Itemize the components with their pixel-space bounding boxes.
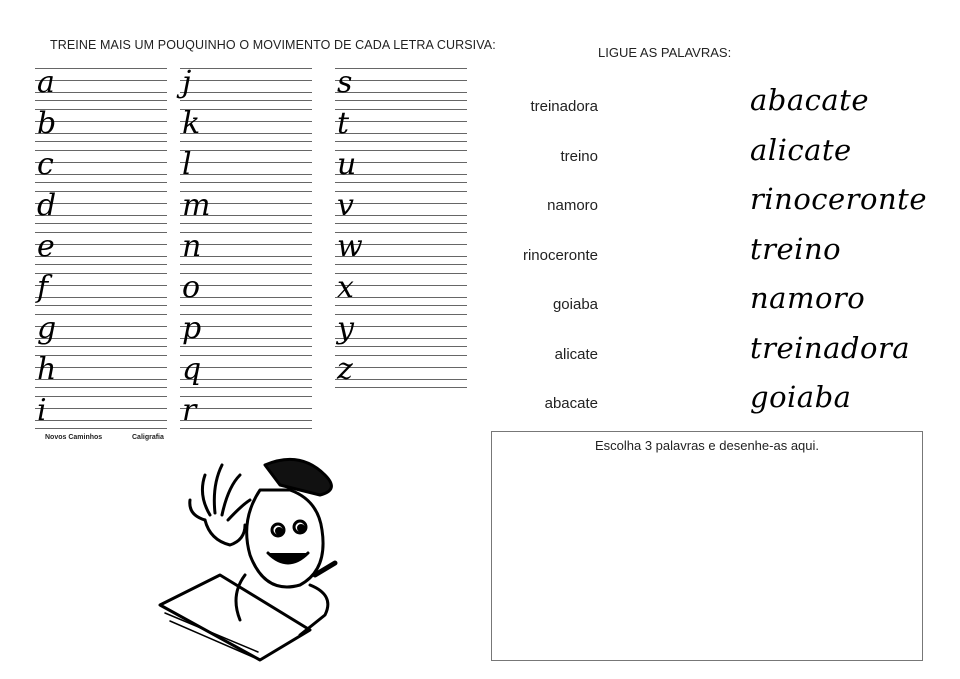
letter-row bbox=[335, 60, 467, 101]
letter-column bbox=[180, 60, 312, 428]
guide-line bbox=[180, 68, 312, 69]
match-word-print: treinadora bbox=[530, 98, 598, 115]
guide-line bbox=[335, 121, 467, 122]
guide-line bbox=[335, 297, 467, 298]
guide-line bbox=[335, 367, 467, 368]
guide-line bbox=[335, 379, 467, 380]
letter-row bbox=[180, 306, 312, 347]
letter-row bbox=[180, 347, 312, 388]
guide-line bbox=[335, 80, 467, 81]
guide-line bbox=[35, 244, 167, 245]
guide-line bbox=[335, 133, 467, 134]
letter-row bbox=[180, 265, 312, 306]
letter-row bbox=[180, 101, 312, 142]
letter-row bbox=[180, 60, 312, 101]
guide-line bbox=[335, 326, 467, 327]
cursive-letter: t bbox=[337, 106, 350, 141]
letter-row bbox=[335, 183, 467, 224]
guide-line bbox=[335, 191, 467, 192]
match-word-cursive: alicate bbox=[750, 132, 852, 167]
guide-line bbox=[35, 150, 167, 151]
cursive-letter: s bbox=[337, 65, 353, 100]
cursive-letter: x bbox=[337, 270, 354, 305]
guide-line bbox=[35, 408, 167, 409]
guide-line bbox=[335, 273, 467, 274]
match-word-cursive: rinoceronte bbox=[750, 182, 927, 216]
guide-line bbox=[35, 273, 167, 274]
drawing-instruction: Escolha 3 palavras e desenhe-as aqui. bbox=[594, 438, 820, 453]
match-word-print: abacate bbox=[544, 395, 598, 412]
match-word-print: treino bbox=[560, 147, 598, 165]
guide-line bbox=[335, 109, 467, 110]
cursive-letter: w bbox=[337, 229, 363, 264]
guide-line bbox=[335, 68, 467, 69]
guide-line bbox=[35, 420, 167, 421]
drawing-area[interactable] bbox=[491, 431, 923, 661]
guide-line bbox=[35, 174, 167, 175]
guide-line bbox=[180, 420, 312, 421]
cursive-letter: k bbox=[182, 106, 201, 141]
guide-line bbox=[35, 232, 167, 233]
letter-column bbox=[35, 60, 167, 428]
guide-line bbox=[35, 162, 167, 163]
guide-line bbox=[180, 428, 312, 429]
boy-writing-illustration bbox=[150, 445, 350, 665]
cursive-letter: c bbox=[37, 147, 54, 182]
letter-row bbox=[335, 306, 467, 347]
guide-line bbox=[180, 408, 312, 409]
guide-line bbox=[35, 428, 167, 429]
guide-line bbox=[35, 297, 167, 298]
cursive-letter: q bbox=[182, 352, 202, 387]
cursive-letter: p bbox=[182, 311, 202, 346]
cursive-letter: h bbox=[37, 352, 57, 387]
letter-row bbox=[35, 101, 167, 142]
guide-line bbox=[335, 92, 467, 93]
cursive-letter: l bbox=[182, 147, 192, 182]
cursive-letter: j bbox=[182, 65, 192, 100]
cursive-letter: g bbox=[37, 311, 57, 346]
guide-line bbox=[180, 150, 312, 151]
letter-row bbox=[35, 388, 167, 429]
cursive-letter: y bbox=[337, 311, 354, 346]
match-title: LIGUE AS PALAVRAS: bbox=[598, 45, 732, 60]
footer-subject: Caligrafia bbox=[132, 434, 164, 441]
letter-row bbox=[35, 306, 167, 347]
letter-row bbox=[35, 224, 167, 265]
match-word-print: goiaba bbox=[552, 296, 598, 313]
cursive-practice-grid bbox=[35, 60, 475, 430]
letter-row bbox=[335, 101, 467, 142]
cursive-letter: z bbox=[337, 352, 353, 387]
match-word-print: alicate bbox=[554, 345, 598, 363]
cursive-letter: m bbox=[182, 188, 211, 223]
letter-row bbox=[35, 265, 167, 306]
letter-column bbox=[335, 60, 467, 420]
match-word-cursive: treino bbox=[750, 231, 842, 266]
cursive-letter: i bbox=[37, 393, 47, 428]
cursive-letter: r bbox=[182, 393, 197, 428]
match-word-print: namoro bbox=[547, 197, 598, 214]
cursive-letter: o bbox=[182, 270, 201, 305]
letter-row bbox=[180, 142, 312, 183]
guide-line bbox=[35, 396, 167, 397]
guide-line bbox=[335, 338, 467, 339]
match-word-cursive: goiaba bbox=[750, 380, 852, 414]
letter-row bbox=[35, 60, 167, 101]
guide-line bbox=[180, 174, 312, 175]
letter-row bbox=[35, 183, 167, 224]
match-word-print: rinoceronte bbox=[522, 246, 598, 264]
cursive-letter: b bbox=[37, 106, 57, 141]
match-word-cursive: abacate bbox=[750, 83, 869, 117]
guide-line bbox=[35, 256, 167, 257]
letter-row bbox=[180, 183, 312, 224]
guide-line bbox=[180, 80, 312, 81]
letter-row bbox=[335, 142, 467, 183]
match-word-cursive: treinadora bbox=[750, 330, 911, 365]
cursive-letter: f bbox=[37, 270, 49, 305]
cursive-letter: n bbox=[182, 229, 202, 264]
letter-row bbox=[335, 265, 467, 306]
letter-row bbox=[335, 224, 467, 265]
cursive-letter: v bbox=[337, 188, 354, 223]
guide-line bbox=[335, 285, 467, 286]
footer-publisher: Novos Caminhos bbox=[45, 434, 103, 441]
cursive-letter: u bbox=[337, 147, 357, 182]
letter-row bbox=[180, 224, 312, 265]
guide-line bbox=[335, 203, 467, 204]
guide-line bbox=[180, 396, 312, 397]
guide-line bbox=[180, 162, 312, 163]
guide-line bbox=[335, 355, 467, 356]
cursive-letter: d bbox=[37, 188, 57, 223]
practice-title: TREINE MAIS UM POUQUINHO O MOVIMENTO DE CADA LETRA CURSIVA: bbox=[50, 38, 496, 52]
cursive-letter: e bbox=[37, 229, 55, 264]
letter-row bbox=[180, 388, 312, 429]
letter-row bbox=[35, 347, 167, 388]
guide-line bbox=[35, 285, 167, 286]
guide-line bbox=[335, 215, 467, 216]
cursive-letter: a bbox=[37, 65, 55, 100]
letter-row bbox=[335, 347, 467, 388]
match-word-cursive: namoro bbox=[750, 281, 866, 315]
letter-row bbox=[35, 142, 167, 183]
guide-line bbox=[335, 314, 467, 315]
guide-line bbox=[180, 92, 312, 93]
guide-line bbox=[335, 387, 467, 388]
